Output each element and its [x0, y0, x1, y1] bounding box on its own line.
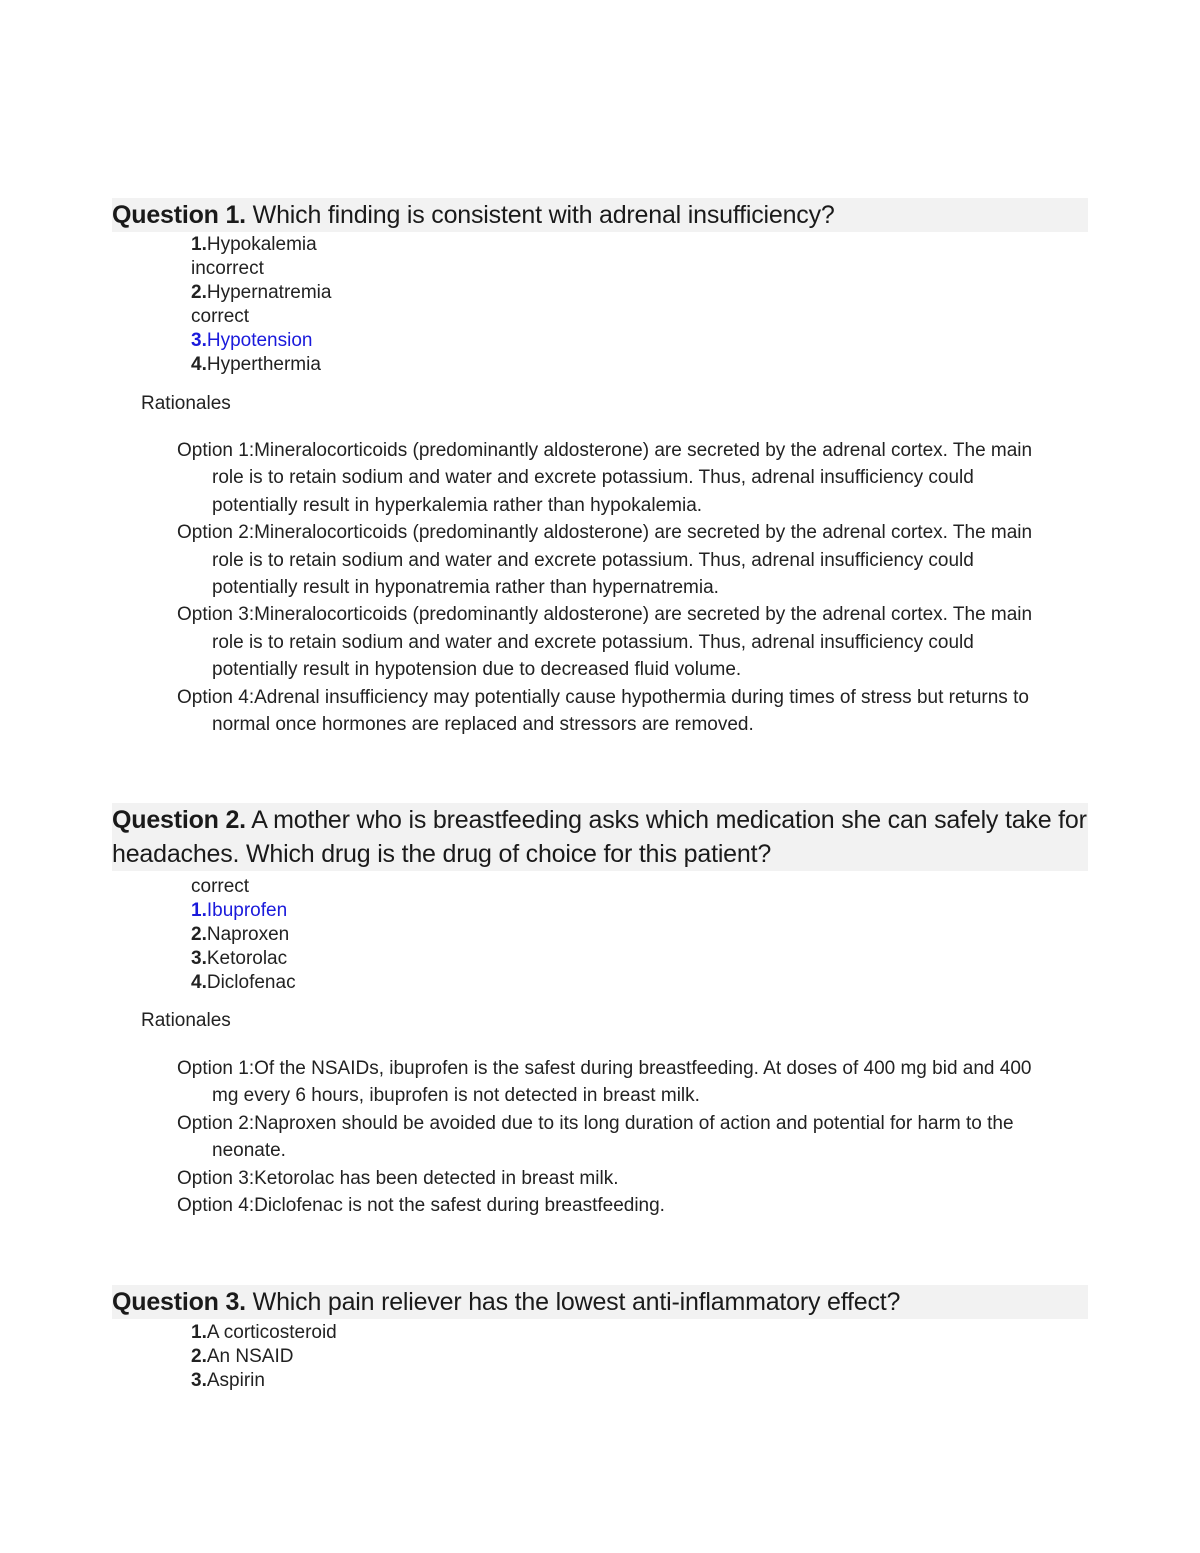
result-status: [191, 875, 296, 899]
option-text: Hypokalemia: [206, 234, 317, 255]
option-text: A corticosteroid: [206, 1322, 337, 1343]
option-text: Naproxen: [206, 924, 290, 945]
option-text: Aspirin: [206, 1370, 265, 1391]
rationale-item: Option 1:Mineralocorticoids (predominantly aldosterone) are secreted by the adrenal cortex. The main role is to retain sodium and water and excrete potassium. Thus, adrenal insufficiency could potentially result in hyperkalemia rather than hypokalemia.: [177, 440, 1033, 516]
rationale-item: Option 1:Of the NSAIDs, ibuprofen is the safest during breastfeeding. At doses of 400 mg bid and 400 mg every 6 hours, ibuprofen is not detected in breast milk.: [177, 1058, 1032, 1107]
rationale-item: Option 3:Ketorolac has been detected in breast milk.: [177, 1167, 619, 1189]
correct-option-row: [191, 329, 331, 353]
question-3-options: [191, 1321, 337, 1393]
option-number: 2.: [191, 282, 207, 303]
option-number: 4.: [191, 354, 207, 375]
question-1-heading: [112, 198, 1088, 232]
result-status: [191, 305, 331, 329]
option-number: 1.: [191, 1322, 207, 1343]
status-text: correct: [191, 306, 250, 327]
option-text: Hypotension: [206, 330, 313, 351]
option-row: [191, 947, 296, 971]
rationale-item: Option 2:Naproxen should be avoided due to its long duration of action and potential for harm to the neonate.: [177, 1112, 1014, 1162]
rationale-item: Option 3:Mineralocorticoids (predominantly aldosterone) are secreted by the adrenal cortex. The main role is to retain sodium and water and excrete potassium. Thus, adrenal insufficiency could potentially result in hypotension due to decreased fluid volume.: [177, 604, 1033, 681]
question-text: Which pain reliever has the lowest anti-inflammatory effect?: [245, 1288, 901, 1316]
option-text: Ketorolac: [206, 948, 288, 969]
option-text: An NSAID: [206, 1346, 294, 1367]
question-label: Question 1.: [112, 201, 246, 229]
option-text: Diclofenac: [206, 972, 296, 993]
option-row: [191, 353, 331, 377]
option-row: [191, 971, 296, 995]
option-number: 3.: [191, 330, 207, 351]
status-text: incorrect: [191, 258, 264, 279]
option-number: 2.: [191, 1346, 207, 1367]
question-2-options: [191, 875, 296, 995]
option-text: Hypernatremia: [206, 282, 332, 303]
question-2-rationales: [177, 1055, 1057, 1219]
rationale-item: Option 4:Adrenal insufficiency may potentially cause hypothermia during times of stress but returns to normal once hormones are replaced and stressors are removed.: [177, 686, 1029, 736]
option-row: [191, 923, 296, 947]
question-label: Question 3.: [112, 1288, 246, 1316]
option-row: [191, 281, 331, 305]
option-row: [191, 1369, 337, 1393]
question-1-rationales: [177, 437, 1057, 738]
question-1-options: [191, 233, 331, 377]
question-label: Question 2.: [112, 806, 246, 834]
option-number: 2.: [191, 924, 207, 945]
option-number: 1.: [191, 234, 207, 255]
option-number: 3.: [191, 1370, 207, 1391]
question-3-heading: [112, 1285, 1088, 1319]
option-text: Hyperthermia: [206, 354, 321, 375]
rationales-label: Rationales: [141, 1010, 231, 1031]
option-number: 1.: [191, 900, 207, 921]
question-2-heading: [112, 803, 1088, 871]
option-row: [191, 1321, 337, 1345]
correct-option-row: [191, 899, 296, 923]
rationales-label: Rationales: [141, 393, 231, 414]
result-status: [191, 257, 331, 281]
rationale-item: Option 4:Diclofenac is not the safest during breastfeeding.: [177, 1195, 665, 1217]
status-text: correct: [191, 876, 250, 897]
option-number: 4.: [191, 972, 207, 993]
rationale-item: Option 2:Mineralocorticoids (predominantly aldosterone) are secreted by the adrenal cortex. The main role is to retain sodium and water and excrete potassium. Thus, adrenal insufficiency could potentially result in hyponatremia rather than hypernatremia.: [177, 522, 1033, 599]
option-row: [191, 1345, 337, 1369]
option-row: [191, 233, 331, 257]
question-text: A mother who is breastfeeding asks which medication she can safely take for headaches. Which drug is the drug of choice for this patient?: [112, 806, 1087, 868]
option-text: Ibuprofen: [206, 900, 288, 921]
option-number: 3.: [191, 948, 207, 969]
question-text: Which finding is consistent with adrenal insufficiency?: [245, 201, 835, 229]
